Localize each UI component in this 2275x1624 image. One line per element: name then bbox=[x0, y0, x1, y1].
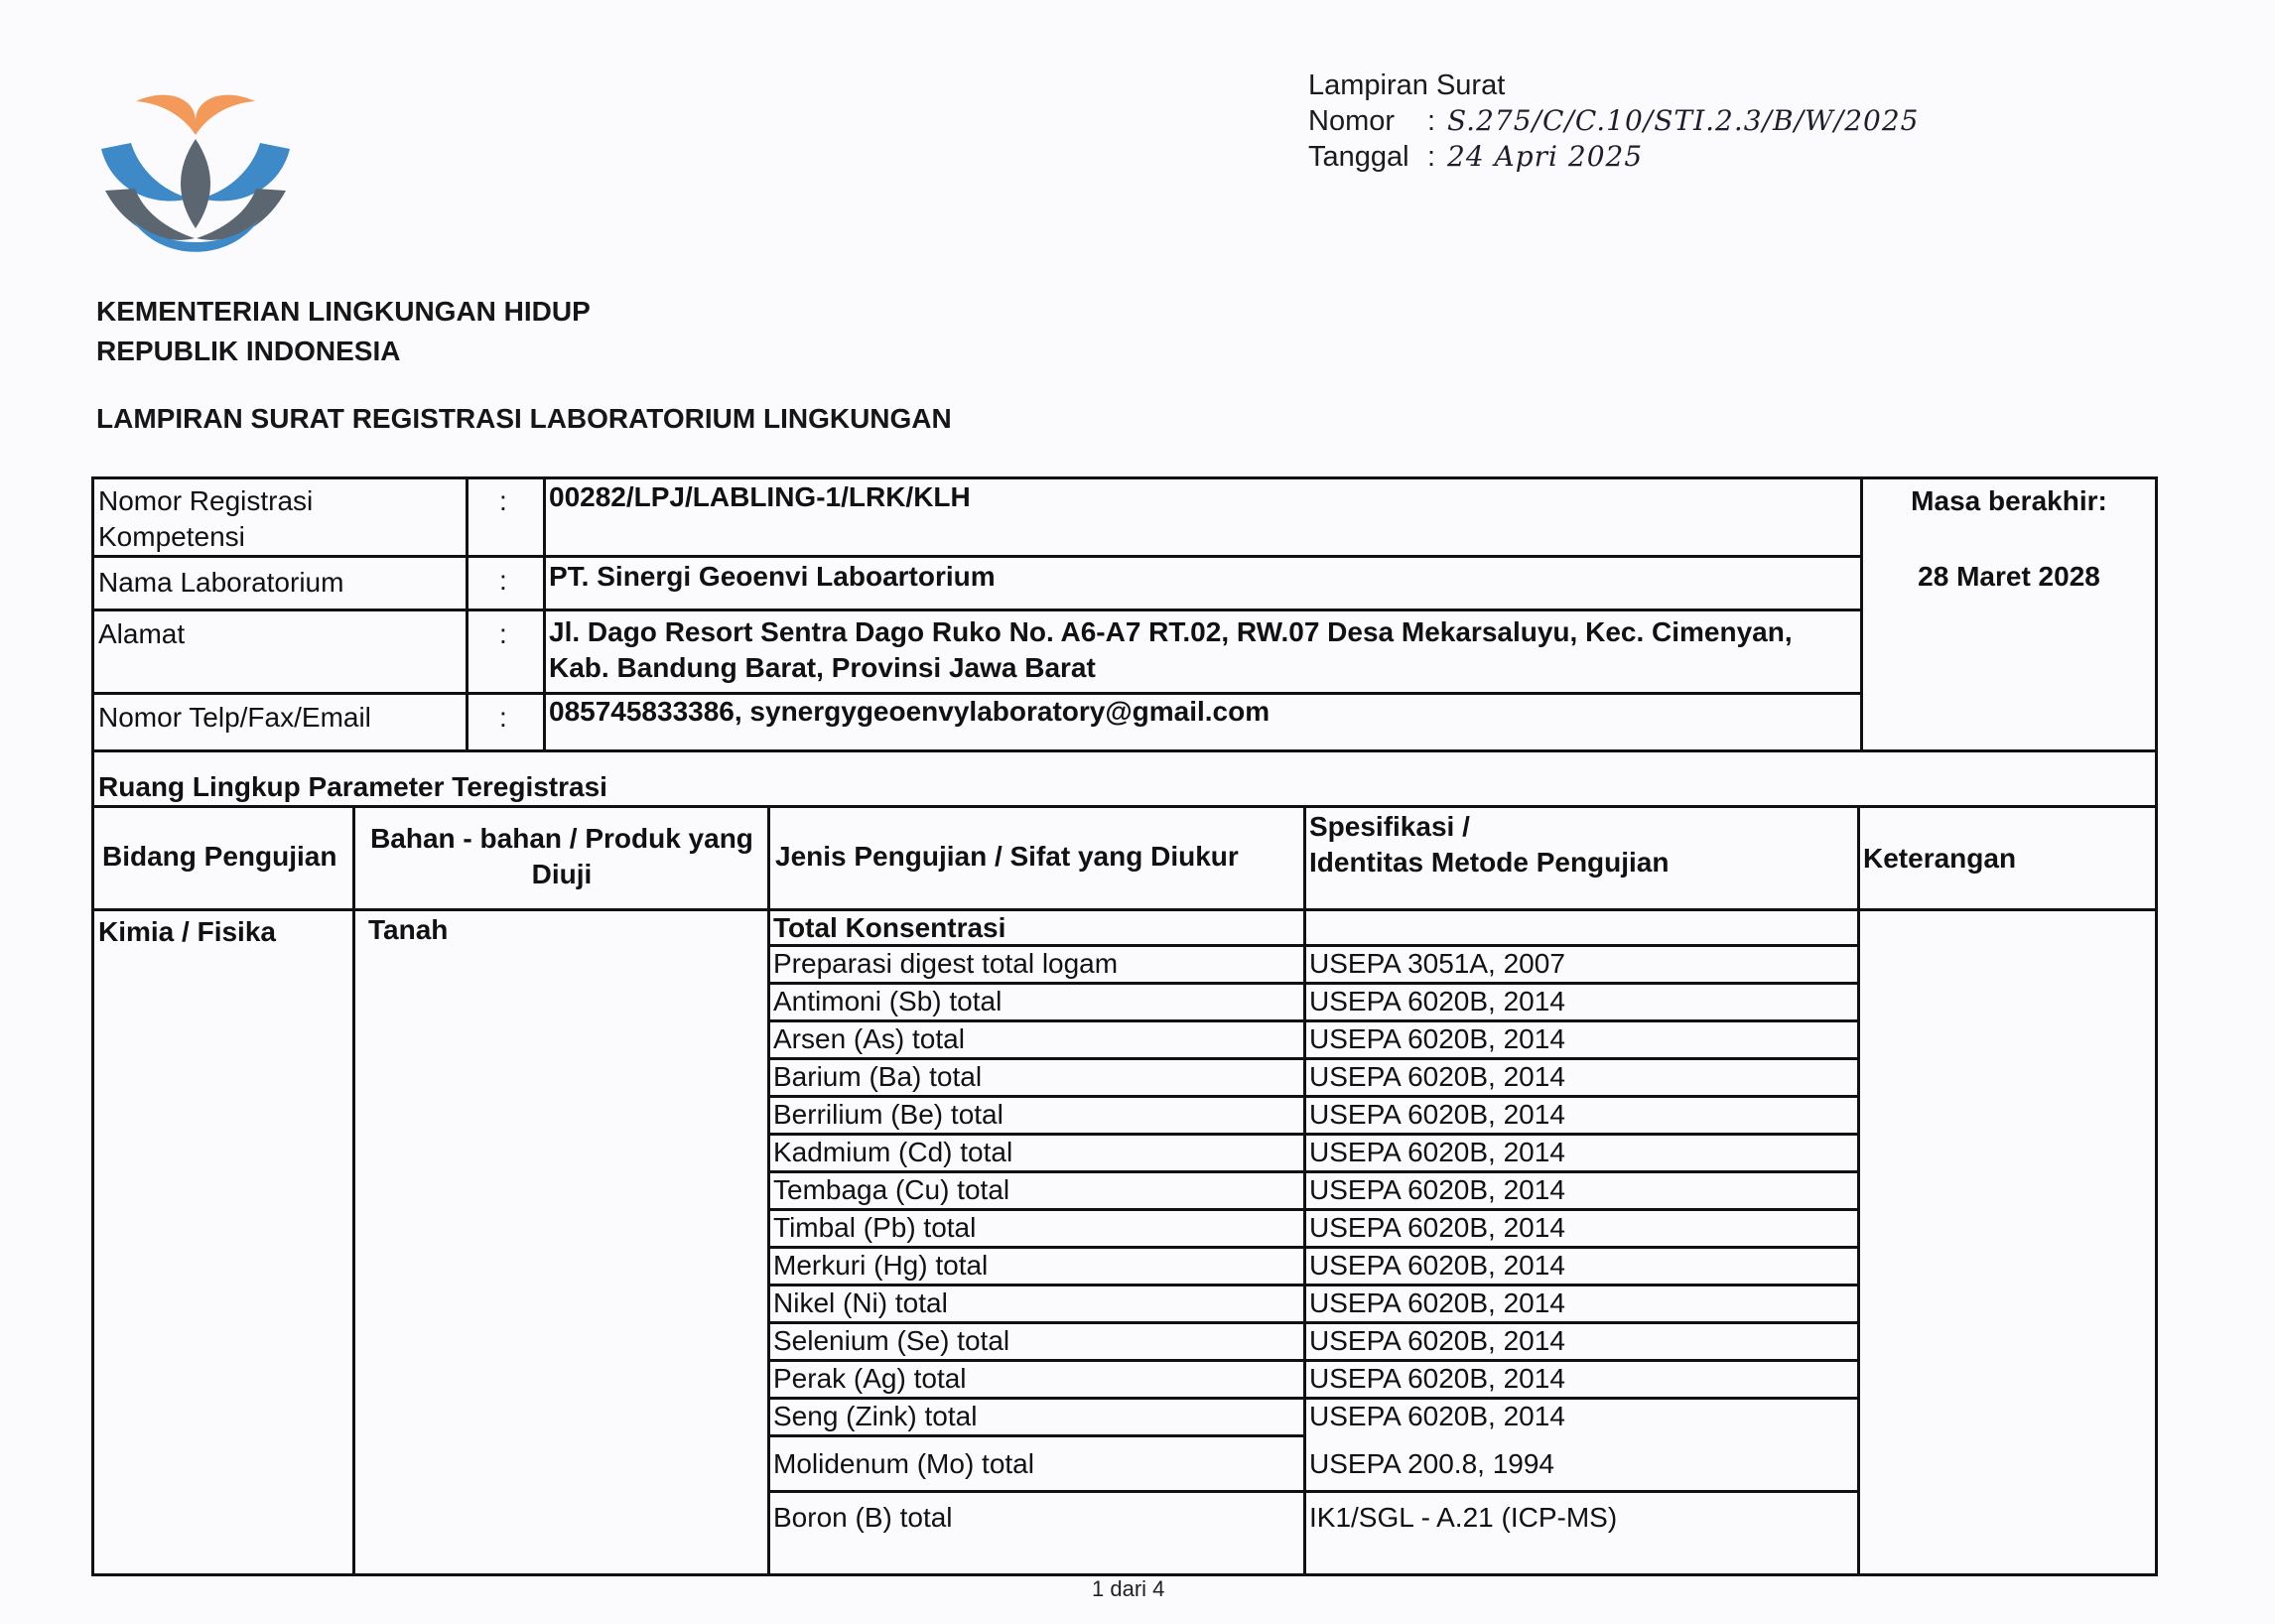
logo-center-leaf bbox=[181, 139, 210, 228]
scope-row-test: Tembaga (Cu) total bbox=[773, 1174, 1010, 1205]
date-label: Tanggal bbox=[1308, 141, 1409, 173]
scope-row-test: Merkuri (Hg) total bbox=[773, 1250, 989, 1281]
scope-row-test: Perak (Ag) total bbox=[773, 1363, 967, 1394]
header-material: Bahan - bahan / Produk yang Diuji bbox=[370, 823, 753, 889]
number-colon: : bbox=[1427, 105, 1436, 137]
header-spec-line2: Identitas Metode Pengujian bbox=[1309, 847, 1670, 878]
scope-row-method: USEPA 6020B, 2014 bbox=[1309, 1061, 1565, 1092]
scope-row-method: USEPA 6020B, 2014 bbox=[1309, 1212, 1565, 1243]
ministry-heading bbox=[96, 292, 591, 371]
group-heading: Total Konsentrasi bbox=[773, 912, 1006, 943]
ministry-line-2: REPUBLIK INDONESIA bbox=[96, 336, 401, 366]
scope-row-method: USEPA 6020B, 2014 bbox=[1309, 1250, 1565, 1281]
material-value: Tanah bbox=[368, 914, 449, 945]
scope-row-method: USEPA 6020B, 2014 bbox=[1309, 1325, 1565, 1356]
date-colon: : bbox=[1427, 141, 1436, 173]
registration-number: 00282/LPJ/LABLING-1/LRK/KLH bbox=[549, 481, 971, 512]
letter-number-handwritten: S.275/C/C.10/STI.2.3/B/W/2025 bbox=[1447, 104, 1920, 137]
header-test: Jenis Pengujian / Sifat yang Diukur bbox=[775, 841, 1239, 872]
lab-name-label: Nama Laboratorium bbox=[98, 567, 344, 598]
scope-row-method: USEPA 6020B, 2014 bbox=[1309, 986, 1565, 1016]
number-label: Nomor bbox=[1308, 105, 1396, 137]
scope-row-method: USEPA 6020B, 2014 bbox=[1309, 1287, 1565, 1318]
expiry-label: Masa berakhir: bbox=[1911, 485, 2107, 516]
page-number: 1 dari 4 bbox=[1092, 1576, 1165, 1601]
reference-heading: Lampiran Surat bbox=[1308, 69, 1506, 101]
scope-row-test: Berrilium (Be) total bbox=[773, 1099, 1004, 1130]
header-field: Bidang Pengujian bbox=[102, 841, 337, 872]
registration-colon: : bbox=[499, 485, 507, 516]
scope-row-method: USEPA 6020B, 2014 bbox=[1309, 1363, 1565, 1394]
scope-row-test: Kadmium (Cd) total bbox=[773, 1137, 1013, 1167]
contact-colon: : bbox=[499, 702, 507, 733]
scope-row-method: USEPA 6020B, 2014 bbox=[1309, 1174, 1565, 1205]
ministry-line-1: KEMENTERIAN LINGKUNGAN HIDUP bbox=[96, 296, 591, 327]
scope-row-method: USEPA 6020B, 2014 bbox=[1309, 1137, 1565, 1167]
scope-row-method: USEPA 200.8, 1994 bbox=[1309, 1448, 1554, 1479]
scope-row-test: Arsen (As) total bbox=[773, 1023, 965, 1054]
logo-orange-petals bbox=[136, 95, 255, 135]
scope-row-test: Selenium (Se) total bbox=[773, 1325, 1010, 1356]
ministry-logo bbox=[91, 79, 300, 268]
scope-row-test: Barium (Ba) total bbox=[773, 1061, 983, 1092]
contact-label: Nomor Telp/Fax/Email bbox=[98, 702, 371, 733]
scope-row-method: USEPA 6020B, 2014 bbox=[1309, 1401, 1565, 1431]
address-label: Alamat bbox=[98, 618, 186, 649]
scope-row-method: USEPA 6020B, 2014 bbox=[1309, 1099, 1565, 1130]
lab-name-value: PT. Sinergi Geoenvi Laboartorium bbox=[549, 561, 996, 592]
scope-row-test: Boron (B) total bbox=[773, 1502, 953, 1533]
scope-row-test: Timbal (Pb) total bbox=[773, 1212, 977, 1243]
letter-reference bbox=[1308, 68, 1919, 175]
scope-row-method: USEPA 6020B, 2014 bbox=[1309, 1023, 1565, 1054]
address-value: Jl. Dago Resort Sentra Dago Ruko No. A6-A7 RT.02, RW.07 Desa Mekarsaluyu, Kec. Cimenyan, Kab. Bandung Barat, Provinsi Jawa Barat bbox=[549, 616, 1793, 683]
scope-row-test: Molidenum (Mo) total bbox=[773, 1448, 1034, 1479]
scope-row-method: USEPA 3051A, 2007 bbox=[1309, 948, 1565, 979]
document-title: LAMPIRAN SURAT REGISTRASI LABORATORIUM LINGKUNGAN bbox=[96, 403, 952, 434]
scope-row-test: Preparasi digest total logam bbox=[773, 948, 1119, 979]
scope-row-test: Seng (Zink) total bbox=[773, 1401, 978, 1431]
header-notes: Keterangan bbox=[1863, 843, 2017, 874]
address-colon: : bbox=[499, 618, 507, 649]
registration-table bbox=[91, 476, 2158, 1576]
scope-row-method: IK1/SGL - A.21 (ICP-MS) bbox=[1309, 1502, 1618, 1533]
expiry-date: 28 Maret 2028 bbox=[1918, 561, 2100, 592]
header-spec-line1: Spesifikasi / bbox=[1309, 811, 1470, 842]
scope-title: Ruang Lingkup Parameter Teregistrasi bbox=[98, 771, 607, 802]
letter-date-handwritten: 24 Apri 2025 bbox=[1447, 140, 1644, 173]
scope-row-test: Antimoni (Sb) total bbox=[773, 986, 1003, 1016]
scope-row-test: Nikel (Ni) total bbox=[773, 1287, 948, 1318]
contact-value: 085745833386, synergygeoenvylaboratory@gmail.com bbox=[549, 696, 1271, 727]
field-value: Kimia / Fisika bbox=[98, 916, 276, 947]
registration-label: Nomor Registrasi Kompetensi bbox=[98, 485, 314, 552]
lab-name-colon: : bbox=[499, 565, 507, 596]
